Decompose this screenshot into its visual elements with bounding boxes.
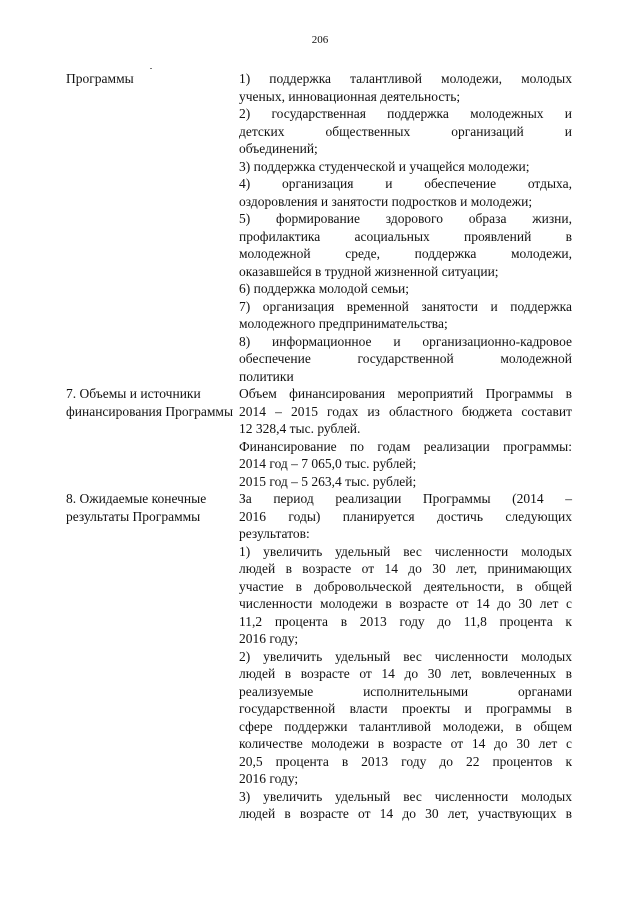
text-line: Финансирование по годам реализации программы: bbox=[239, 438, 572, 454]
text-line: объединений; bbox=[239, 141, 318, 156]
text-line: оказавшейся в трудной жизненной ситуации; bbox=[239, 263, 499, 279]
text-line: 3) увеличить удельный вес численности молодых bbox=[239, 788, 572, 804]
text-line: государственной власти проекты и программы в bbox=[239, 701, 572, 716]
text-line: 5) формирование здорового образа жизни, bbox=[239, 211, 572, 226]
text-line: 2016 году; bbox=[239, 631, 299, 646]
text-line: 3) поддержка студенческой и учащейся молодежи; bbox=[239, 158, 530, 174]
text-line: 6) поддержка молодой семьи; bbox=[239, 281, 409, 296]
text-line: 2014 год – 7 065,0 тыс. рублей; bbox=[239, 456, 417, 471]
table-row-financing bbox=[0, 385, 640, 490]
page-number: 206 bbox=[311, 34, 329, 46]
text-line: За период реализации Программы (2014 – bbox=[239, 491, 572, 506]
text-line: 2016 годы) планируется достичь следующих bbox=[239, 508, 572, 524]
scan-mark bbox=[150, 68, 152, 69]
text-line: 20,5 процента в 2013 году до 22 процентов к bbox=[239, 753, 572, 769]
text-line: 2) увеличить удельный вес численности молодых bbox=[239, 648, 572, 664]
row-content bbox=[239, 490, 572, 823]
text-line: оздоровления и занятости подростков и молодежи; bbox=[239, 193, 533, 209]
text-line: молодежной среде, поддержка молодежи, bbox=[239, 246, 572, 261]
text-line: численности молодежи в возрасте от 14 до 30 лет с bbox=[239, 596, 572, 611]
text-line: 1) увеличить удельный вес численности молодых bbox=[239, 543, 572, 559]
text-line: 12 328,4 тыс. рублей. bbox=[239, 421, 361, 436]
passport-table bbox=[0, 70, 640, 823]
text-line: Объем финансирования мероприятий Программы в bbox=[239, 386, 572, 401]
text-line: людей в возрасте от 14 до 30 лет, вовлеченных в bbox=[239, 666, 572, 681]
table-row-directions bbox=[0, 70, 640, 385]
text-line: сфере поддержки талантливой молодежи, в общем bbox=[239, 718, 572, 734]
text-line: 2015 год – 5 263,4 тыс. рублей; bbox=[239, 473, 417, 489]
row-label: Программы bbox=[66, 71, 134, 86]
text-line: профилактика асоциальных проявлений в bbox=[239, 228, 572, 244]
text-line: 7) организация временной занятости и поддержка bbox=[239, 298, 572, 314]
row-label: 8. Ожидаемые конечные результаты Программы bbox=[66, 491, 207, 524]
text-line: 2014 – 2015 годах из областного бюджета составит bbox=[239, 403, 572, 419]
row-label: 7. Объемы и источники финансирования Программы bbox=[66, 386, 234, 419]
text-line: 1) поддержка талантливой молодежи, молодых bbox=[239, 71, 572, 86]
text-line: людей в возрасте от 14 до 30 лет, участвующих в bbox=[239, 806, 572, 821]
text-line: обеспечение государственной молодежной bbox=[239, 351, 572, 366]
text-line: количестве молодежи в возрасте от 14 до 30 лет с bbox=[239, 736, 572, 751]
text-line: 4) организация и обеспечение отдыха, bbox=[239, 176, 572, 191]
text-line: 2016 году; bbox=[239, 771, 299, 786]
text-line: 2) государственная поддержка молодежных и bbox=[239, 106, 572, 121]
text-line: результатов: bbox=[239, 526, 310, 541]
table-row-results bbox=[0, 490, 640, 823]
text-line: детских общественных организаций и bbox=[239, 123, 572, 139]
text-line: 8) информационное и организационно-кадровое bbox=[239, 333, 572, 349]
text-line: людей в возрасте от 14 до 30 лет, принимающих bbox=[239, 561, 572, 576]
text-line: 11,2 процента в 2013 году до 11,8 процента к bbox=[239, 613, 572, 629]
text-line: реализуемые исполнительными органами bbox=[239, 683, 572, 699]
row-content bbox=[239, 385, 572, 490]
text-line: политики bbox=[239, 368, 294, 384]
text-line: молодежного предпринимательства; bbox=[239, 316, 448, 331]
row-content bbox=[239, 70, 572, 385]
text-line: участие в добровольческой деятельности, в общей bbox=[239, 578, 572, 594]
text-line: ученых, инновационная деятельность; bbox=[239, 88, 461, 104]
